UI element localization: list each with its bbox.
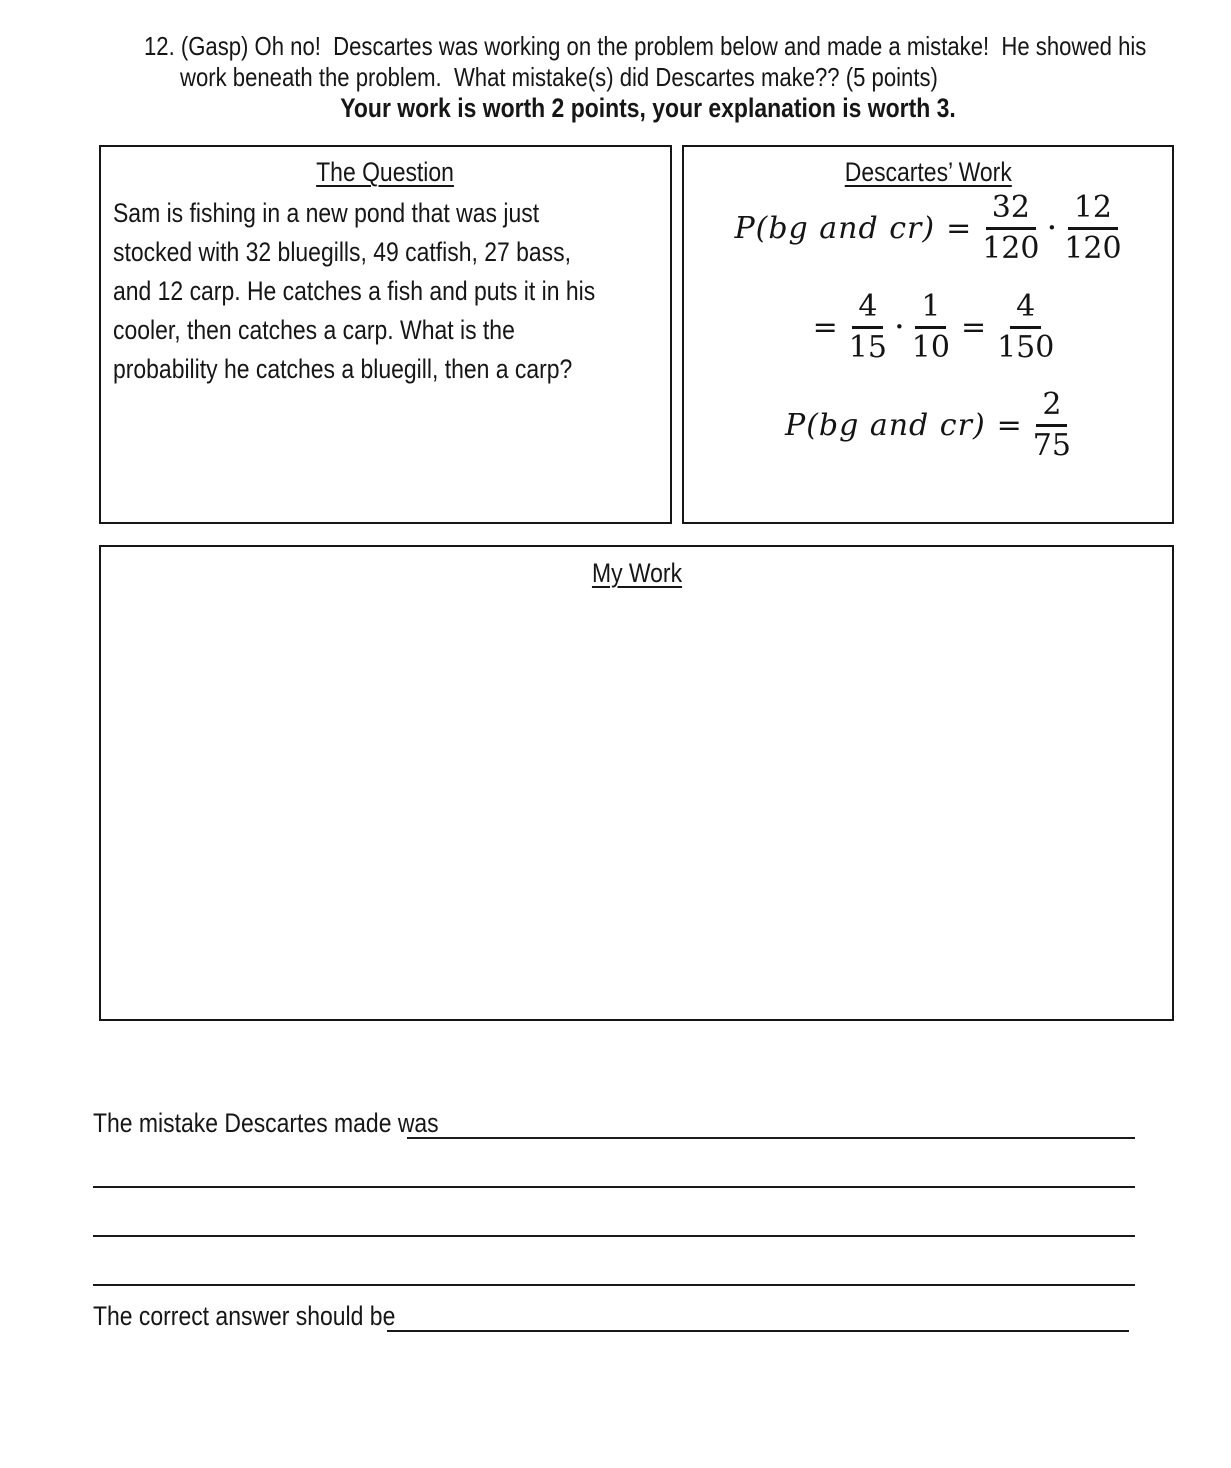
question-box-title-row	[113, 155, 658, 189]
equals-sign: =	[996, 407, 1022, 443]
question-prompt-continued: work beneath the problem. What mistake(s) did Descartes make?? (5 points)	[180, 62, 938, 92]
question-box-title: The Question	[316, 157, 455, 187]
equals-sign: =	[946, 210, 972, 246]
work-step-2	[802, 291, 1055, 363]
fraction-32-120: $\frac{32}{120}$	[982, 190, 1040, 266]
mistake-answer-row	[93, 1107, 1135, 1139]
points-emphasis-text: Your work is worth 2 points, your explanation is worth 3.	[340, 93, 957, 123]
correct-answer-row	[93, 1300, 1135, 1332]
work-step-3	[785, 389, 1071, 461]
my-work-title-row	[101, 556, 1172, 590]
descartes-work-title: Descartes’ Work	[844, 157, 1012, 187]
equals-sign: =	[960, 309, 987, 345]
correct-answer-line	[387, 1300, 1129, 1332]
question-header	[0, 0, 1231, 124]
answer-blank-line	[93, 1237, 1135, 1286]
fraction-4-15: $\frac{4}{15}$	[848, 289, 887, 365]
question-text-line: Sam is fishing in a new pond that was just	[113, 198, 540, 228]
question-text-line: cooler, then catches a carp. What is the	[113, 315, 515, 345]
fraction-2-75: $\frac{2}{75}$	[1032, 387, 1071, 463]
question-box	[99, 145, 672, 524]
fraction-1-10: $\frac{1}{10}$	[911, 289, 950, 365]
descartes-work-box	[682, 145, 1174, 524]
answer-blank-line	[93, 1139, 1135, 1188]
probability-expression: P(bg and cr)	[785, 407, 986, 443]
answer-blank-line	[93, 1188, 1135, 1237]
my-work-title: My Work	[591, 558, 682, 588]
fraction-12-120: $\frac{12}{120}$	[1064, 190, 1122, 266]
question-number-and-prompt: 12. (Gasp) Oh no! Descartes was working on the problem below and made a mistake! He showed his	[144, 31, 1147, 61]
correct-label-wrap	[93, 1301, 396, 1332]
my-work-box	[99, 545, 1174, 1021]
question-text-line: stocked with 32 bluegills, 49 catfish, 27 bass,	[113, 237, 571, 267]
descartes-work-title-row	[830, 155, 1027, 189]
mistake-label-wrap	[93, 1108, 439, 1139]
question-text-line: probability he catches a bluegill, then a carp?	[113, 354, 573, 384]
question-text-line: and 12 carp. He catches a fish and puts it in his	[113, 276, 596, 306]
mistake-label: The mistake Descartes made was	[93, 1108, 439, 1138]
question-header-line-1	[144, 31, 1231, 62]
question-header-line-2	[180, 62, 1231, 93]
equals-sign: =	[812, 309, 838, 345]
question-text	[113, 194, 658, 389]
correct-label: The correct answer should be	[93, 1301, 396, 1331]
points-emphasis-row	[0, 93, 1231, 124]
multiplication-dot: ·	[893, 307, 905, 347]
problem-boxes-row	[99, 145, 1231, 524]
answer-section	[93, 1107, 1135, 1332]
multiplication-dot: ·	[1046, 208, 1058, 248]
fraction-4-150: $\frac{4}{150}$	[997, 289, 1055, 365]
probability-expression: P(bg and cr)	[734, 210, 936, 246]
mistake-answer-line	[407, 1107, 1135, 1139]
work-step-1	[734, 192, 1121, 264]
